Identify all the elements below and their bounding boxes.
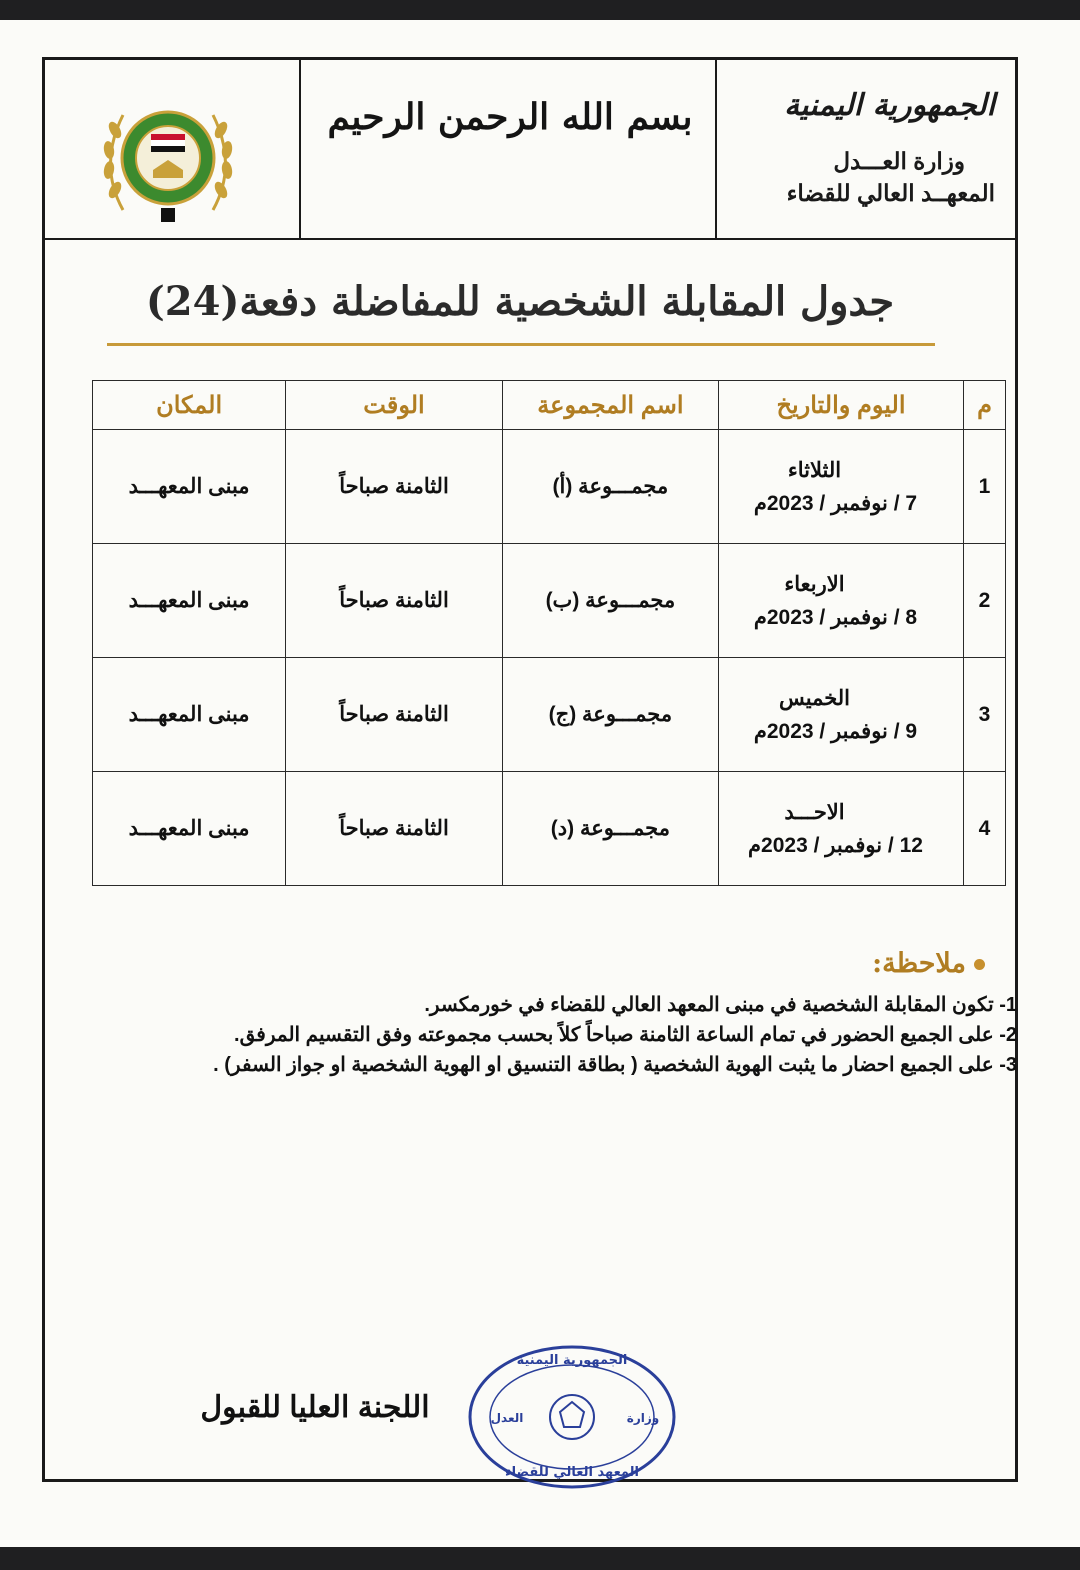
header-group: اسم المجموعة bbox=[502, 381, 718, 430]
row-day-date bbox=[718, 658, 963, 772]
stamp-top-text: الجمهورية اليمنية bbox=[516, 1353, 628, 1368]
row-date: 7 / نوفمبر / 2023م bbox=[753, 491, 918, 515]
institute-emblem-icon bbox=[93, 90, 243, 230]
table-row bbox=[93, 430, 1006, 544]
note-item: 2- على الجميع الحضور في تمام الساعة الثامنة صباحاً كلاً بحسب مجموعته وفق التقسيم المرفق. bbox=[234, 1024, 1017, 1046]
row-num: 4 bbox=[964, 772, 1006, 886]
row-time: الثامنة صباحاً bbox=[286, 772, 503, 886]
row-day-date bbox=[718, 772, 963, 886]
row-day-date bbox=[718, 544, 963, 658]
ministry-name: وزارة العـــدل bbox=[833, 148, 965, 174]
row-place: مبنى المعهـــد bbox=[93, 658, 286, 772]
row-num: 3 bbox=[964, 658, 1006, 772]
table-row bbox=[93, 658, 1006, 772]
institute-name: المعهــد العالي للقضاء bbox=[786, 180, 995, 206]
note-item: 1- تكون المقابلة الشخصية في مبنى المعهد العالي للقضاء في خورمكسر. bbox=[424, 994, 1017, 1016]
row-day: الاحـــد bbox=[784, 800, 845, 824]
row-day: الخميس bbox=[778, 686, 850, 710]
row-time: الثامنة صباحاً bbox=[286, 658, 503, 772]
header-divider-left bbox=[299, 60, 301, 238]
committee-signature: اللجنة العليا للقبول bbox=[200, 1391, 430, 1424]
document-frame bbox=[42, 57, 1018, 1482]
top-bar bbox=[0, 0, 1080, 20]
row-day: الاربعاء bbox=[784, 572, 845, 596]
row-day: الثلاثاء bbox=[787, 458, 842, 482]
row-time: الثامنة صباحاً bbox=[286, 544, 503, 658]
row-group: مجمـــوعة (د) bbox=[502, 772, 718, 886]
header-divider-right bbox=[715, 60, 717, 238]
header-divider bbox=[45, 238, 1015, 240]
stamp-left-text: العدل bbox=[490, 1411, 524, 1425]
header-day: اليوم والتاريخ bbox=[718, 381, 963, 430]
header-time: الوقت bbox=[286, 381, 503, 430]
notes-heading bbox=[785, 948, 985, 979]
bullet-icon bbox=[974, 959, 985, 970]
row-place: مبنى المعهـــد bbox=[93, 772, 286, 886]
row-group: مجمـــوعة (أ) bbox=[502, 430, 718, 544]
schedule-table bbox=[92, 380, 1006, 886]
bottom-bar bbox=[0, 1547, 1080, 1570]
table-row bbox=[93, 544, 1006, 658]
row-num: 2 bbox=[964, 544, 1006, 658]
header-place: المكان bbox=[93, 381, 286, 430]
page-title: جدول المقابلة الشخصية للمفاضلة دفعة(24) bbox=[145, 278, 895, 325]
document-page bbox=[0, 20, 1080, 1547]
stamp-right-text: وزارة bbox=[626, 1411, 660, 1425]
row-date: 9 / نوفمبر / 2023م bbox=[753, 719, 918, 743]
stamp-bottom-text: المعهد العالي للقضاء bbox=[504, 1465, 640, 1480]
table-row bbox=[93, 772, 1006, 886]
row-date: 8 / نوفمبر / 2023م bbox=[753, 605, 918, 629]
row-date: 12 / نوفمبر / 2023م bbox=[748, 833, 923, 857]
notes-list bbox=[107, 990, 1017, 1080]
row-group: مجمـــوعة (ب) bbox=[502, 544, 718, 658]
note-item: 3- على الجميع احضار ما يثبت الهوية الشخصية ( بطاقة التنسيق او الهوية الشخصية او جواز السفر) . bbox=[213, 1054, 1017, 1076]
row-time: الثامنة صباحاً bbox=[286, 430, 503, 544]
notes-heading-text: ملاحظة: bbox=[872, 948, 966, 979]
republic-name: الجمهورية اليمنية bbox=[784, 88, 995, 123]
header-num: م bbox=[964, 381, 1006, 430]
official-stamp-icon bbox=[465, 1342, 680, 1492]
row-day-date bbox=[718, 430, 963, 544]
table-header-row bbox=[93, 381, 1006, 430]
row-group: مجمـــوعة (ج) bbox=[502, 658, 718, 772]
basmala: بسم الله الرحمن الرحيم bbox=[327, 96, 693, 138]
row-place: مبنى المعهـــد bbox=[93, 544, 286, 658]
row-num: 1 bbox=[964, 430, 1006, 544]
title-underline bbox=[107, 343, 935, 346]
row-place: مبنى المعهـــد bbox=[93, 430, 286, 544]
